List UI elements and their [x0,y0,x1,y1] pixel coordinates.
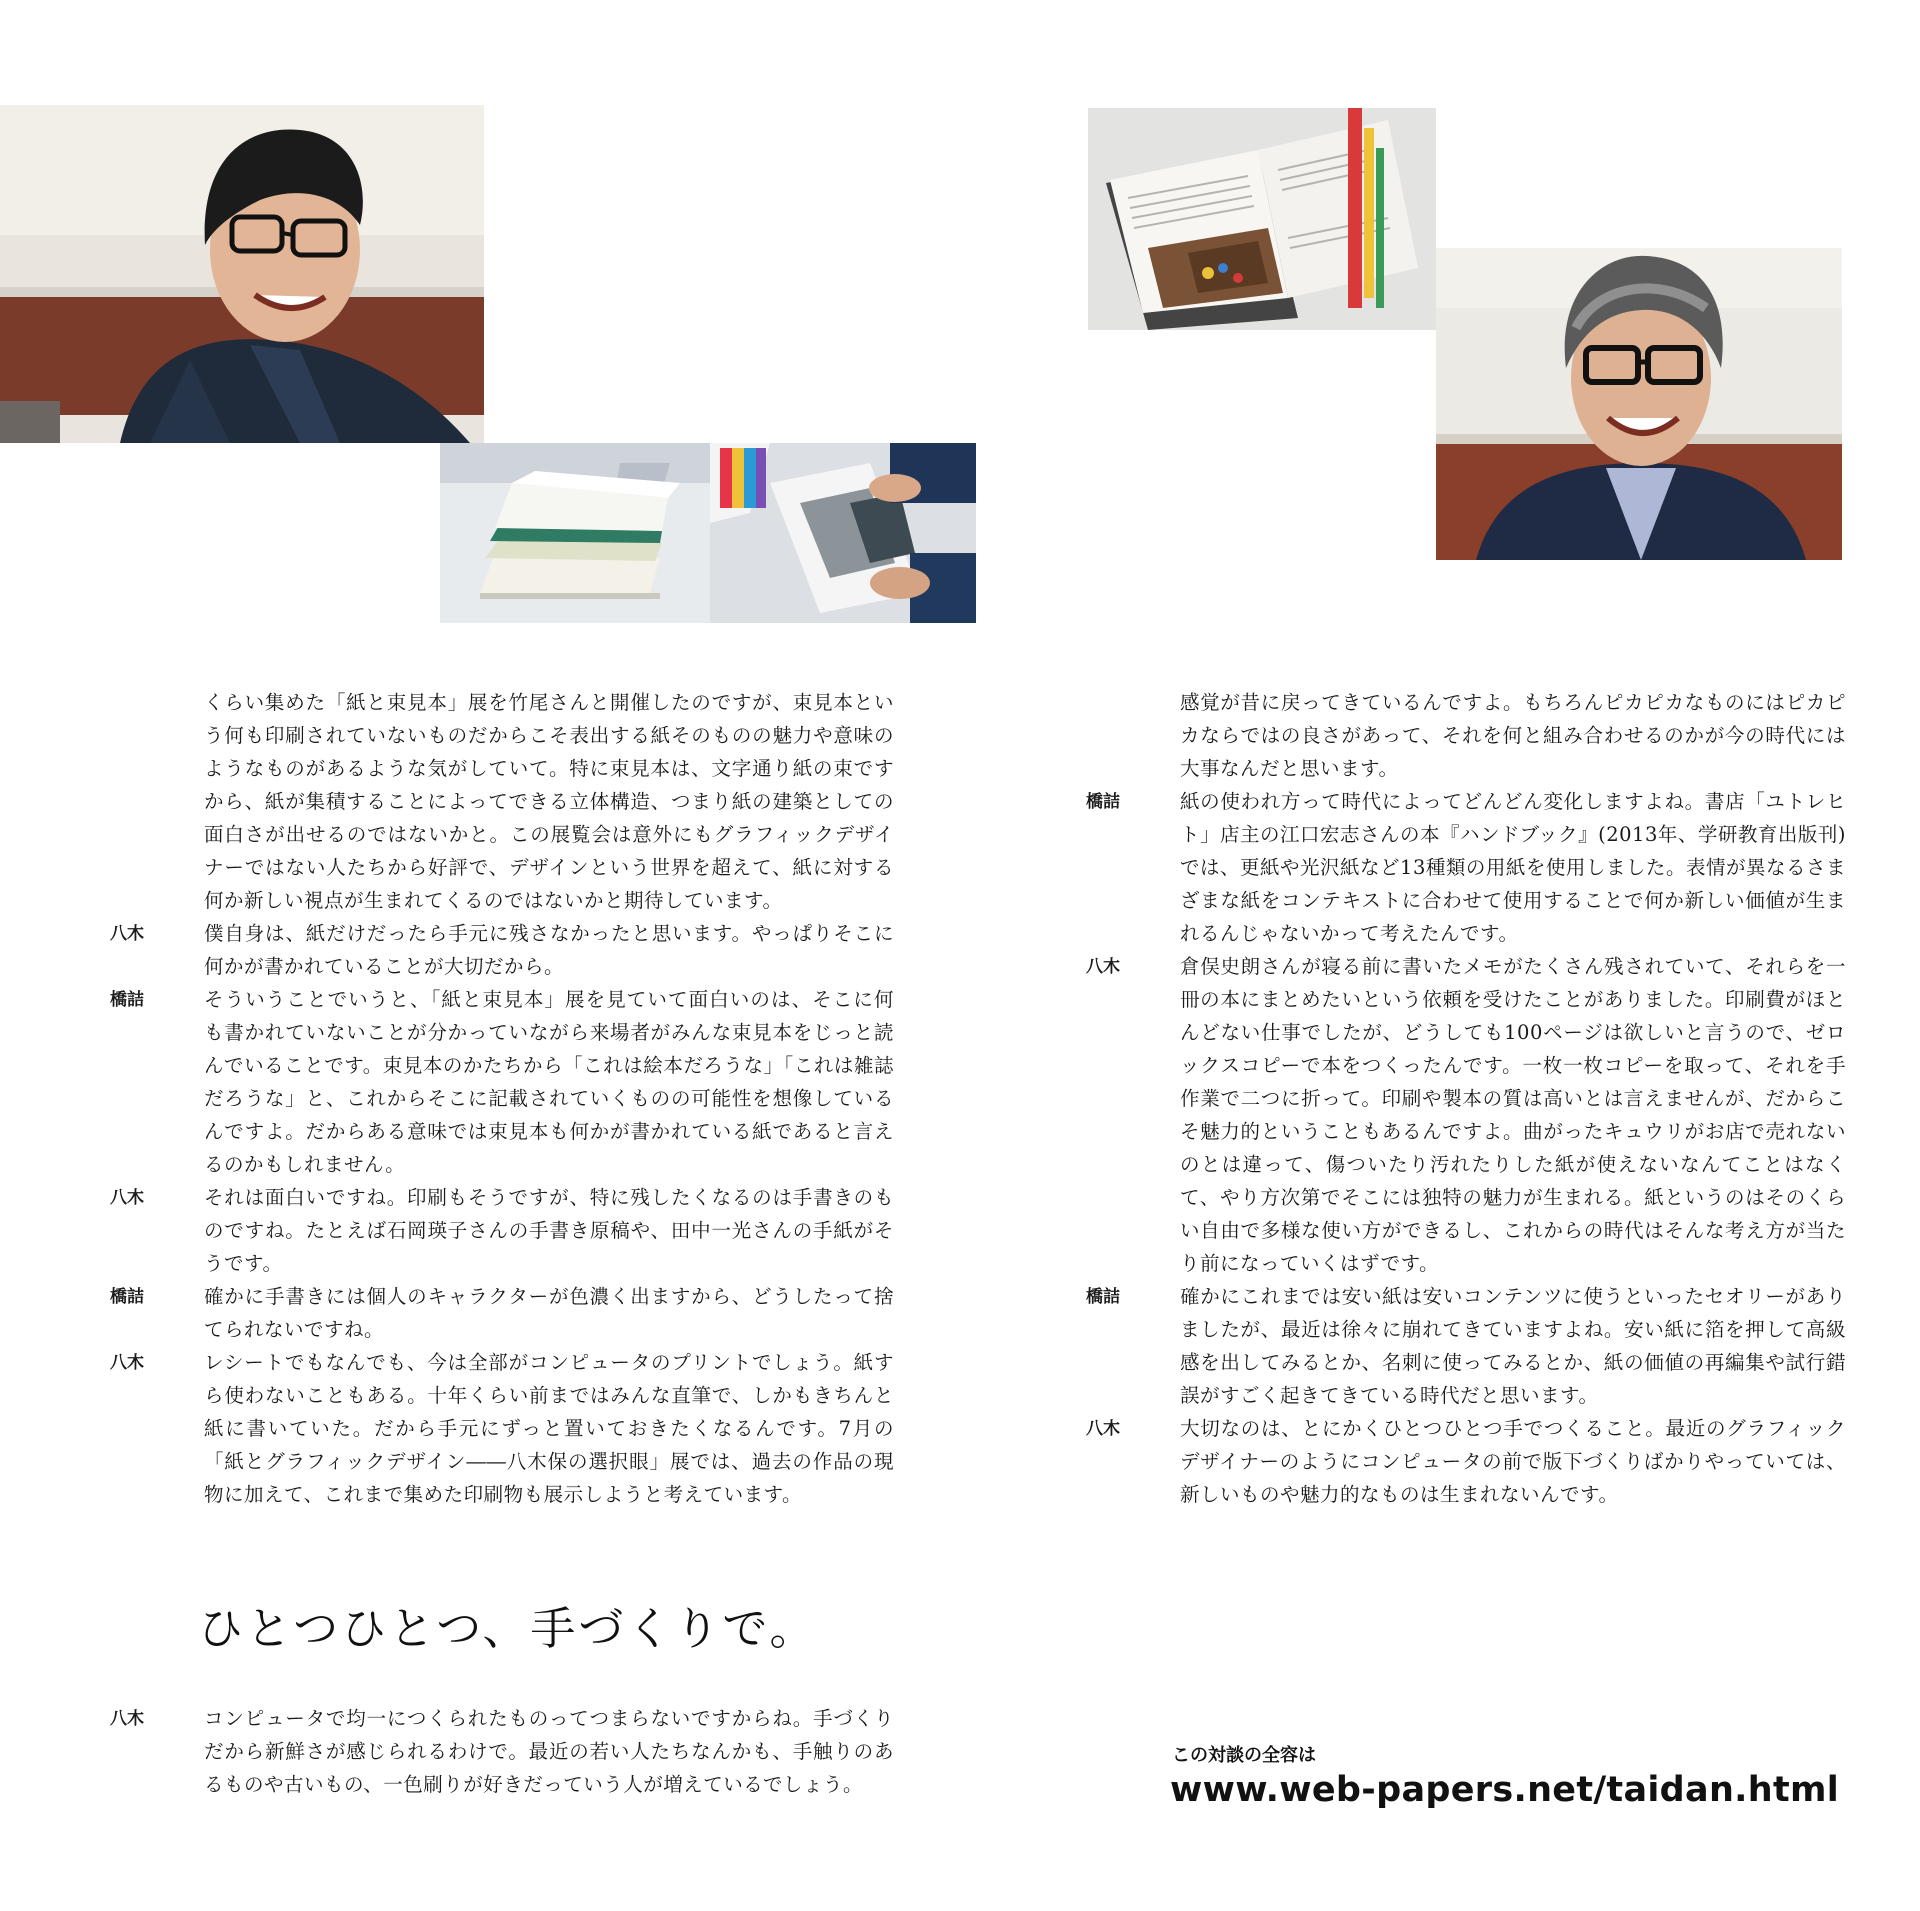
dialogue-turn [110,917,900,983]
left-column-continued [110,1702,900,1801]
speaker-label [1086,686,1180,785]
dialogue-text: くらい集めた「紙と束見本」展を竹尾さんと開催したのですが、束見本という何も印刷されていないものだからこそ表出する紙そのものの魅力や意味のようなものがあるような気がしていて。特に束見本は、文字通り紙の束ですから、紙が集積することによってできる立体構造、つまり紙の建築としての面白さが出せるのではないかと。この展覧会は意外にもグラフィックデザイナーではない人たちから好評で、デザインという世界を超えて、紙に対する何か新しい視点が生まれてくるのではないかと期待しています。 [204,691,894,912]
dialogue-text: 確かに手書きには個人のキャラクターが色濃く出ますから、どうしたって捨てられないですね。 [204,1285,894,1341]
dialogue-text: 倉俣史朗さんが寝る前に書いたメモがたくさん残されていて、それらを一冊の本にまとめたいという依頼を受けたことがありました。印刷費がほとんどない仕事でしたが、どうしても100ページは欲しいと言うので、ゼロックスコピーで本をつくったんです。一枚一枚コピーを取って、それを手作業で二つに折って。印刷や製本の質は高いとは言えませんが、だからこそ魅力的ということもあるんですよ。曲がったキュウリがお店で売れないのとは違って、傷ついたり汚れたりした紙が使えないなんてことはなくて、やり方次第でそこには独特の魅力が生まれる。紙というのはそのくらい自由で多様な使い方ができるし、これからの時代はそんな考え方が当たり前になっていくはずです。 [1180,955,1846,1275]
dialogue-text: 感覚が昔に戻ってきているんですよ。もちろんピカピカなものにはピカピカならではの良さがあって、それを何と組み合わせるのかが今の時代には大事なんだと思います。 [1180,691,1846,780]
dialogue-turn [110,1181,900,1280]
dialogue-turn [110,1346,900,1511]
dialogue-text: 僕自身は、紙だけだったら手元に残さなかったと思います。やっぱりそこに何かが書かれていることが大切だから。 [204,922,894,978]
link-caption: この対談の全容は [1172,1745,1316,1766]
photo-yagi [1436,248,1842,560]
speaker-label: 橋詰 [1086,792,1120,812]
interview-url-link[interactable]: www.web-papers.net/taidan.html [1170,1770,1840,1810]
dialogue-turn [1086,686,1846,785]
dialogue-turn [1086,785,1846,950]
photo-hands-pages [710,443,976,623]
speaker-label: 橋詰 [1086,1287,1120,1307]
section-heading: ひとつひとつ、手づくりで。 [198,1602,818,1655]
photo-book-stack [440,443,710,623]
dialogue-turn [1086,950,1846,1280]
dialogue-turn [110,1702,900,1801]
dialogue-text: 大切なのは、とにかくひとつひとつ手でつくること。最近のグラフィックデザイナーのようにコンピュータの前で版下づくりばかりやっていては、新しいものや魅力的なものは生まれないんです。 [1180,1417,1846,1506]
speaker-label: 八木 [110,1709,144,1729]
dialogue-turn [1086,1412,1846,1511]
speaker-label: 橋詰 [110,990,144,1010]
dialogue-turn [110,1280,900,1346]
dialogue-turn [1086,1280,1846,1412]
dialogue-text: 確かにこれまでは安い紙は安いコンテンツに使うといったセオリーがありましたが、最近は徐々に崩れてきていますよね。安い紙に箔を押して高級感を出してみるとか、名刺に使ってみるとか、紙の価値の再編集や試行錯誤がすごく起きてきている時代だと思います。 [1180,1285,1846,1407]
dialogue-text: コンピュータで均一につくられたものってつまらないですからね。手づくりだから新鮮さが感じられるわけで。最近の若い人たちなんかも、手触りのあるものや古いもの、一色刷りが好きだっていう人が増えているでしょう。 [204,1707,894,1796]
speaker-label: 八木 [110,1188,144,1208]
dialogue-text: それは面白いですね。印刷もそうですが、特に残したくなるのは手書きのものですね。たとえば石岡瑛子さんの手書き原稿や、田中一光さんの手紙がそうです。 [204,1186,894,1275]
dialogue-turn [110,686,900,917]
speaker-label: 八木 [110,1353,144,1373]
speaker-label: 八木 [1086,957,1120,977]
speaker-label: 八木 [110,924,144,944]
photo-hashizume [0,105,484,443]
dialogue-text: レシートでもなんでも、今は全部がコンピュータのプリントでしょう。紙すら使わないこともある。十年くらい前まではみんな直筆で、しかもきちんと紙に書いていた。だから手元にずっと置いておきたくなるんです。7月の「紙とグラフィックデザイン――八木保の選択眼」展では、過去の作品の現物に加えて、これまで集めた印刷物も展示しようと考えています。 [204,1351,894,1506]
dialogue-text: そういうことでいうと、「紙と束見本」展を見ていて面白いのは、そこに何も書かれていないことが分かっていながら来場者がみんな束見本をじっと読んでいることです。束見本のかたちから「これは絵本だろうな」「これは雑誌だろうな」と、これからそこに記載されていくものの可能性を想像しているんですよ。だからある意味では束見本も何かが書かれている紙であると言えるのかもしれません。 [204,988,894,1176]
speaker-label: 橋詰 [110,1287,144,1307]
photo-open-book [1088,108,1436,330]
dialogue-text: 紙の使われ方って時代によってどんどん変化しますよね。書店「ユトレヒト」店主の江口宏志さんの本『ハンドブック』(2013年、学研教育出版刊)では、更紙や光沢紙など13種類の用紙を使用しました。表情が異なるさまざまな紙をコンテキストに合わせて使用することで何か新しい価値が生まれるんじゃないかって考えたんです。 [1180,790,1846,945]
left-column [110,686,900,1511]
dialogue-turn [110,983,900,1181]
right-column [1086,686,1846,1511]
speaker-label [110,686,204,917]
speaker-label: 八木 [1086,1419,1120,1439]
